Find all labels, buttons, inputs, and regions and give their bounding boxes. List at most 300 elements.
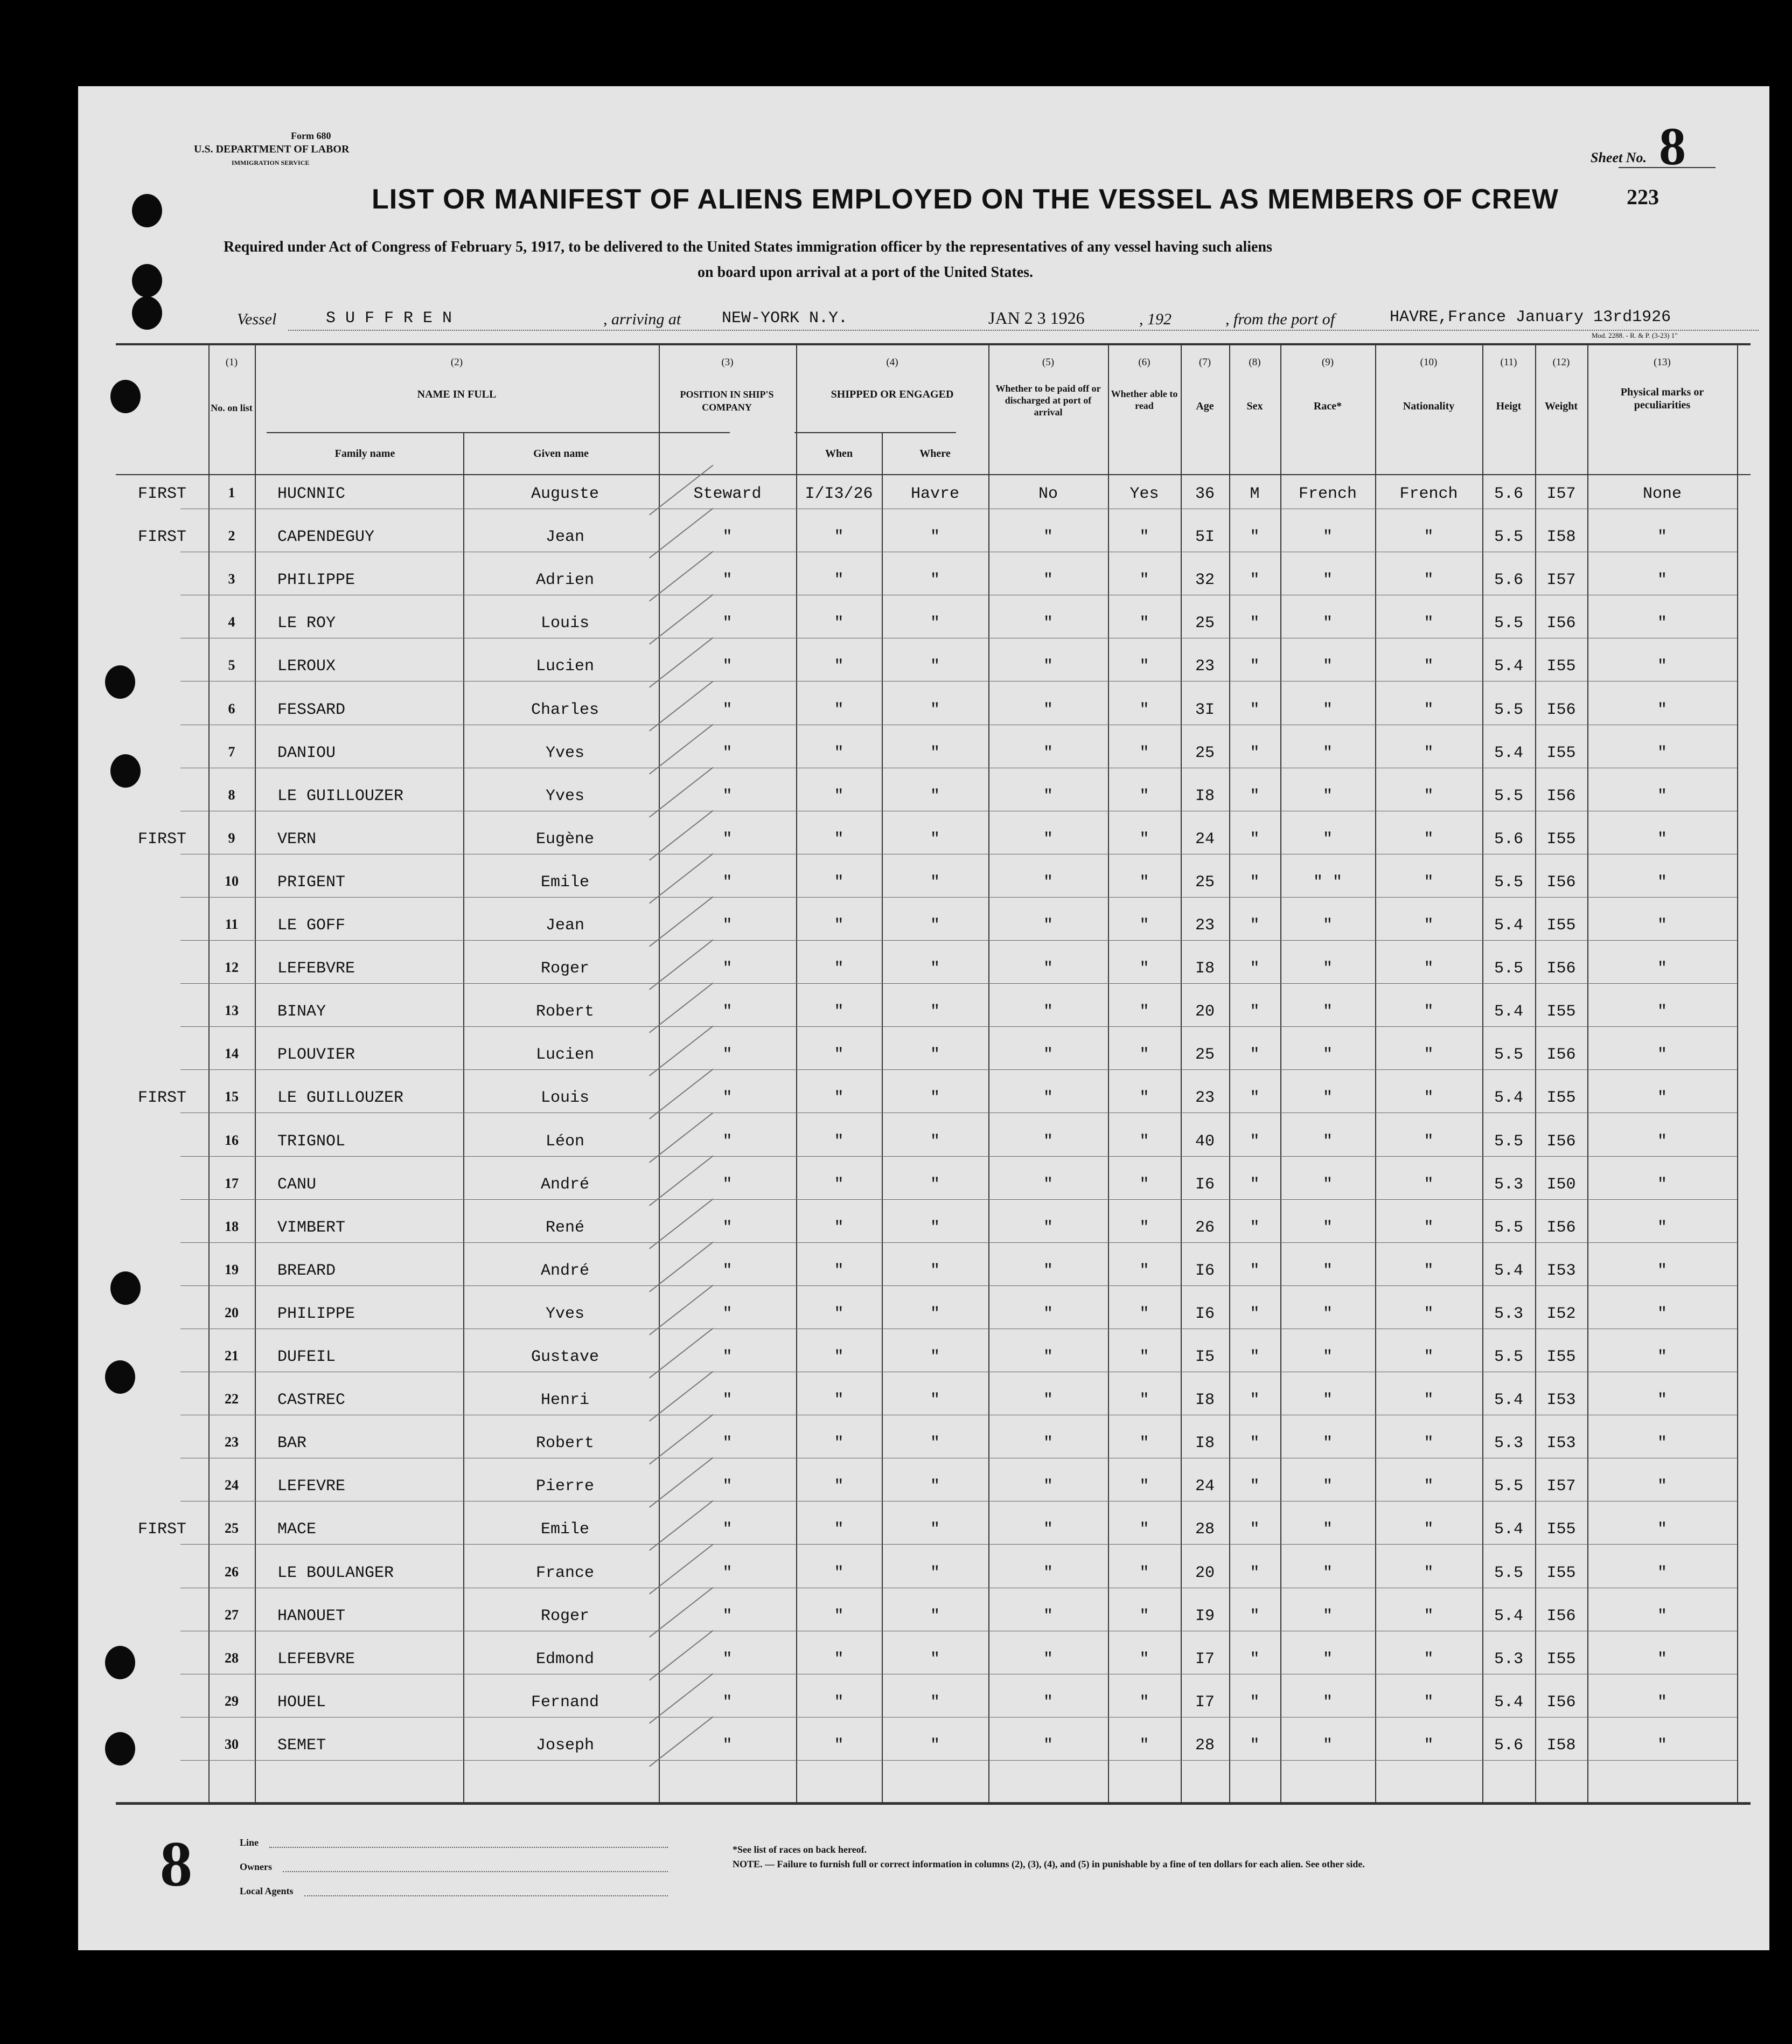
race: " [1322,787,1333,805]
row-rule [180,1069,1737,1070]
race: " [1322,1607,1333,1625]
position: " [722,1132,733,1151]
nationality: " [1424,743,1434,762]
shipped-when: " [834,1089,844,1108]
col3-header: POSITION IN SHIP'S COMPANY [680,389,774,413]
row-number: 14 [225,1046,239,1062]
weight: I55 [1546,916,1576,935]
given-name: Yves [545,743,584,762]
weight: I56 [1546,1046,1576,1065]
height: 5.4 [1494,657,1523,676]
owners-label: Owners [240,1861,272,1872]
able-to-read: " [1139,1434,1149,1453]
col-line [988,345,989,1802]
nationality: " [1424,1563,1434,1582]
shipped-where: " [930,1607,940,1625]
physical-marks: " [1657,830,1667,849]
family-name: DANIOU [277,743,336,762]
given-name: Roger [540,1607,589,1625]
shipped-when: " [834,1046,844,1065]
row-rule [180,1285,1737,1286]
physical-marks: " [1657,614,1667,633]
row-rule [180,1026,1737,1027]
weight: I55 [1546,743,1576,762]
subtitle-line-2: on board upon arrival at a port of the United States. [698,264,1034,281]
physical-marks: " [1657,1175,1667,1194]
able-to-read: " [1139,1304,1149,1323]
weight: I53 [1546,1391,1576,1410]
position: " [722,743,733,762]
race: " [1322,1563,1333,1582]
arriving-label: , arriving at [603,310,681,328]
able-to-read: " [1139,960,1149,978]
nationality: " [1424,960,1434,978]
family-name: BREARD [277,1261,336,1280]
given-name: Yves [545,787,584,805]
row-number: 22 [225,1391,239,1407]
punch-hole [132,194,162,227]
race: " [1322,1175,1333,1194]
shipped-when: " [834,1477,844,1496]
family-name: HUCNNIC [277,485,346,503]
weight: I56 [1546,614,1576,633]
weight: I58 [1546,528,1576,547]
race: " [1322,528,1333,547]
paid-off: " [1043,1520,1053,1539]
position: " [722,1650,733,1668]
weight: I56 [1546,873,1576,892]
shipped-when: " [834,1650,844,1668]
sex: " [1250,1477,1260,1496]
position: " [722,1434,733,1453]
physical-marks: " [1657,916,1667,935]
row-number: 28 [225,1650,239,1666]
able-to-read: " [1139,873,1149,892]
sex: " [1250,1046,1260,1065]
col7-header: Age [1196,400,1214,412]
height: 5.5 [1494,700,1523,719]
family-name: LE ROY [277,614,336,633]
col8-header: Sex [1246,400,1263,412]
weight: I55 [1546,1563,1576,1582]
nationality: French [1399,485,1458,503]
line-label: Line [240,1837,259,1848]
given-name: Lucien [535,657,595,676]
shipped-where: " [930,1434,940,1453]
position: " [722,1348,733,1366]
shipped-where: " [930,1304,940,1323]
shipped-subheader-rule [794,432,956,433]
family-name: LEFEBVRE [277,1650,355,1668]
race: " [1322,571,1333,590]
family-name: LEFEBVRE [277,960,355,978]
age: 24 [1195,830,1215,849]
paid-off: " [1043,1304,1053,1323]
physical-marks: " [1657,528,1667,547]
sex: " [1250,1607,1260,1625]
paid-off: " [1043,700,1053,719]
sex: " [1250,1003,1260,1021]
height: 5.5 [1494,1348,1523,1366]
height: 5.6 [1494,485,1523,503]
shipped-where: " [930,1261,940,1280]
paid-off: " [1043,1003,1053,1021]
position: " [722,571,733,590]
row-rule [180,1717,1737,1718]
physical-marks: " [1657,1003,1667,1021]
sex: " [1250,1434,1260,1453]
arriving-port: NEW-YORK N.Y. [722,309,848,328]
height: 5.3 [1494,1175,1523,1194]
given-name: André [540,1175,589,1194]
position: " [722,1391,733,1410]
family-name: TRIGNOL [277,1132,346,1151]
given-name: Robert [535,1434,595,1453]
given-name: Joseph [535,1736,595,1755]
paid-off: " [1043,1563,1053,1582]
name-subheader-rule [267,432,730,433]
nationality: " [1424,571,1434,590]
row-number: 30 [225,1736,239,1752]
shipped-where: " [930,1650,940,1668]
sheet-number: 8 [1659,116,1686,176]
able-to-read: " [1139,1046,1149,1065]
sex: " [1250,1520,1260,1539]
col9-number: (9) [1321,357,1334,368]
height: 5.4 [1494,1607,1523,1625]
nationality: " [1424,1089,1434,1108]
punch-hole [105,665,135,699]
punch-hole [110,1271,141,1305]
position: " [722,830,733,849]
row-number: 19 [225,1261,239,1277]
nationality: " [1424,1261,1434,1280]
row-rule [180,1760,1737,1761]
row-rule [180,983,1737,984]
race: " [1322,1434,1333,1453]
punch-hole [132,264,162,297]
nationality: " [1424,1477,1434,1496]
col5-number: (5) [1042,357,1055,368]
sex: " [1250,873,1260,892]
nationality: " [1424,1132,1434,1151]
race: " [1322,614,1333,633]
family-name: PLOUVIER [277,1046,355,1065]
row-number: 15 [225,1089,239,1105]
physical-marks: " [1657,571,1667,590]
height: 5.5 [1494,960,1523,978]
shipped-where: " [930,830,940,849]
shipped-where: " [930,1736,940,1755]
given-name: René [545,1218,584,1237]
shipped-where: " [930,1563,940,1582]
position: " [722,1607,733,1625]
family-name: DUFEIL [277,1348,336,1366]
physical-marks: None [1642,485,1682,503]
race: " [1322,1218,1333,1237]
col12-header: Weight [1544,400,1578,412]
col4b-header: Where [919,448,951,460]
able-to-read: " [1139,657,1149,676]
owners-rule [283,1871,668,1872]
shipped-where: " [930,528,940,547]
shipped-when: " [834,528,844,547]
age: I7 [1195,1650,1215,1668]
col-line [1108,345,1109,1802]
height: 5.6 [1494,571,1523,590]
race: " [1322,657,1333,676]
from-port: HAVRE,France January 13rd1926 [1390,308,1671,326]
nationality: " [1424,1175,1434,1194]
family-name: HANOUET [277,1607,346,1625]
family-name: PHILIPPE [277,1304,355,1323]
position: " [722,657,733,676]
race: " [1322,1391,1333,1410]
punch-hole [110,754,141,788]
shipped-where: " [930,1391,940,1410]
position: " [722,528,733,547]
row-number: 11 [225,916,239,932]
height: 5.6 [1494,1736,1523,1755]
shipped-when: " [834,1218,844,1237]
physical-marks: " [1657,1563,1667,1582]
shipped-when: " [834,1132,844,1151]
sex: " [1250,1650,1260,1668]
shipped-when: " [834,743,844,762]
shipped-where: " [930,916,940,935]
col4a-header: When [825,448,853,460]
paid-off: " [1043,873,1053,892]
shipped-when: " [834,916,844,935]
sheet-number-line [1619,167,1716,168]
age: 32 [1195,571,1215,590]
race: " [1322,960,1333,978]
height: 5.4 [1494,1520,1523,1539]
physical-marks: " [1657,1261,1667,1280]
row-number: 1 [228,485,235,500]
able-to-read: " [1139,571,1149,590]
age: 40 [1195,1132,1215,1151]
height: 5.6 [1494,830,1523,849]
physical-marks: " [1657,1304,1667,1323]
punch-hole [105,1360,135,1394]
sex: " [1250,657,1260,676]
physical-marks: " [1657,1607,1667,1625]
shipped-where: " [930,1132,940,1151]
shipped-where: " [930,1046,940,1065]
shipped-when: " [834,1003,844,1021]
position: " [722,1003,733,1021]
col-line [1375,345,1376,1802]
row-number: 10 [225,873,239,889]
given-name: Jean [545,528,584,547]
shipped-when: " [834,1391,844,1410]
shipped-when: " [834,1175,844,1194]
shipped-when: " [834,657,844,676]
sex: " [1250,700,1260,719]
physical-marks: " [1657,873,1667,892]
age: 23 [1195,1089,1215,1108]
height: 5.5 [1494,1477,1523,1496]
paid-off: " [1043,657,1053,676]
given-name: Roger [540,960,589,978]
paid-off: No [1038,485,1058,503]
row-number: 29 [225,1693,239,1709]
shipped-where: " [930,700,940,719]
position: " [722,1261,733,1280]
sex: " [1250,571,1260,590]
position: " [722,873,733,892]
punch-hole [105,1646,135,1679]
physical-marks: " [1657,1434,1667,1453]
family-name: VIMBERT [277,1218,346,1237]
row-rule [180,1199,1737,1200]
nationality: " [1424,1736,1434,1755]
sex: " [1250,960,1260,978]
height: 5.5 [1494,1046,1523,1065]
age: 28 [1195,1736,1215,1755]
race: " [1322,1132,1333,1151]
nationality: " [1424,1607,1434,1625]
row-number: 6 [228,700,235,717]
able-to-read: " [1139,1391,1149,1410]
shipped-where: " [930,1520,940,1539]
sex: " [1250,1089,1260,1108]
nationality: " [1424,1391,1434,1410]
nationality: " [1424,700,1434,719]
able-to-read: " [1139,1089,1149,1108]
paid-off: " [1043,1175,1053,1194]
service-name: IMMIGRATION SERVICE [232,159,310,166]
paid-off: " [1043,743,1053,762]
able-to-read: " [1139,830,1149,849]
given-name: Robert [535,1003,595,1021]
nationality: " [1424,787,1434,805]
date-stamp: JAN 2 3 1926 [988,308,1085,328]
row-rule [180,1242,1737,1243]
sex: " [1250,916,1260,935]
able-to-read: " [1139,1261,1149,1280]
nationality: " [1424,528,1434,547]
sex: " [1250,1348,1260,1366]
row-number: 24 [225,1477,239,1493]
given-name: Auguste [531,485,599,503]
physical-marks: " [1657,1391,1667,1410]
row-number: 5 [228,657,235,673]
mod-code: Mod. 2288. - R. & P. (3-23) 1" [1592,331,1678,339]
col-line [1587,345,1588,1802]
height: 5.3 [1494,1434,1523,1453]
sex: " [1250,1563,1260,1582]
nationality: " [1424,1650,1434,1668]
shipped-where: " [930,1477,940,1496]
nationality: " [1424,830,1434,849]
subtitle-line-1: Required under Act of Congress of February 5, 1917, to be delivered to the United States immigration officer by the representatives of any vessel having such aliens [224,239,1272,255]
paid-off: " [1043,830,1053,849]
sex: " [1250,614,1260,633]
race: " [1322,1736,1333,1755]
shipped-where: " [930,614,940,633]
sex: " [1250,787,1260,805]
paid-off: " [1043,1607,1053,1625]
race: " [1322,1261,1333,1280]
col-line [659,345,660,1802]
shipped-when: " [834,1348,844,1366]
height: 5.5 [1494,1563,1523,1582]
weight: I57 [1546,485,1576,503]
family-name: VERN [277,830,317,849]
age: 25 [1195,1046,1215,1065]
row-rule [180,1544,1737,1545]
position: " [722,1563,733,1582]
age: 3I [1195,700,1215,719]
family-name: BAR [277,1434,307,1453]
family-name: MACE [277,1520,317,1539]
age: 24 [1195,1477,1215,1496]
family-name: LE GUILLOUZER [277,787,404,805]
shipped-where: " [930,1218,940,1237]
able-to-read: " [1139,614,1149,633]
given-name: Adrien [535,571,595,590]
row-margin-note: FIRST [137,528,186,547]
sex: " [1250,1132,1260,1151]
col9-header: Race* [1313,400,1342,412]
col10-number: (10) [1420,357,1438,368]
age: I8 [1195,1434,1215,1453]
position: " [722,787,733,805]
paid-off: " [1043,1650,1053,1668]
height: 5.4 [1494,1003,1523,1021]
shipped-when: " [834,1434,844,1453]
shipped-when: " [834,873,844,892]
given-name: Emile [540,1520,589,1539]
year-label: , 192 [1139,310,1172,328]
family-name: CAPENDEGUY [277,528,375,547]
col-line [255,345,256,1802]
row-number: 27 [225,1607,239,1623]
shipped-where: " [930,657,940,676]
col-line [1737,345,1738,1802]
row-number: 21 [225,1348,239,1364]
paid-off: " [1043,528,1053,547]
row-number: 4 [228,614,235,630]
paid-off: " [1043,787,1053,805]
col2-number: (2) [450,357,463,368]
height: 5.5 [1494,1218,1523,1237]
col4-number: (4) [886,357,898,368]
height: 5.4 [1494,1089,1523,1108]
nationality: " [1424,614,1434,633]
shipped-where: Havre [910,485,959,503]
able-to-read: " [1139,1132,1149,1151]
sex: " [1250,743,1260,762]
shipped-when: " [834,1563,844,1582]
weight: I55 [1546,1348,1576,1366]
nationality: " [1424,1434,1434,1453]
weight: I55 [1546,1650,1576,1668]
given-name: Gustave [531,1348,599,1366]
nationality: " [1424,1304,1434,1323]
from-label: , from the port of [1225,310,1335,328]
height: 5.5 [1494,614,1523,633]
able-to-read: " [1139,1218,1149,1237]
given-name: Eugène [535,830,595,849]
able-to-read: " [1139,1477,1149,1496]
race: " [1322,1650,1333,1668]
paid-off: " [1043,1218,1053,1237]
shipped-where: " [930,1175,940,1194]
weight: I57 [1546,571,1576,590]
